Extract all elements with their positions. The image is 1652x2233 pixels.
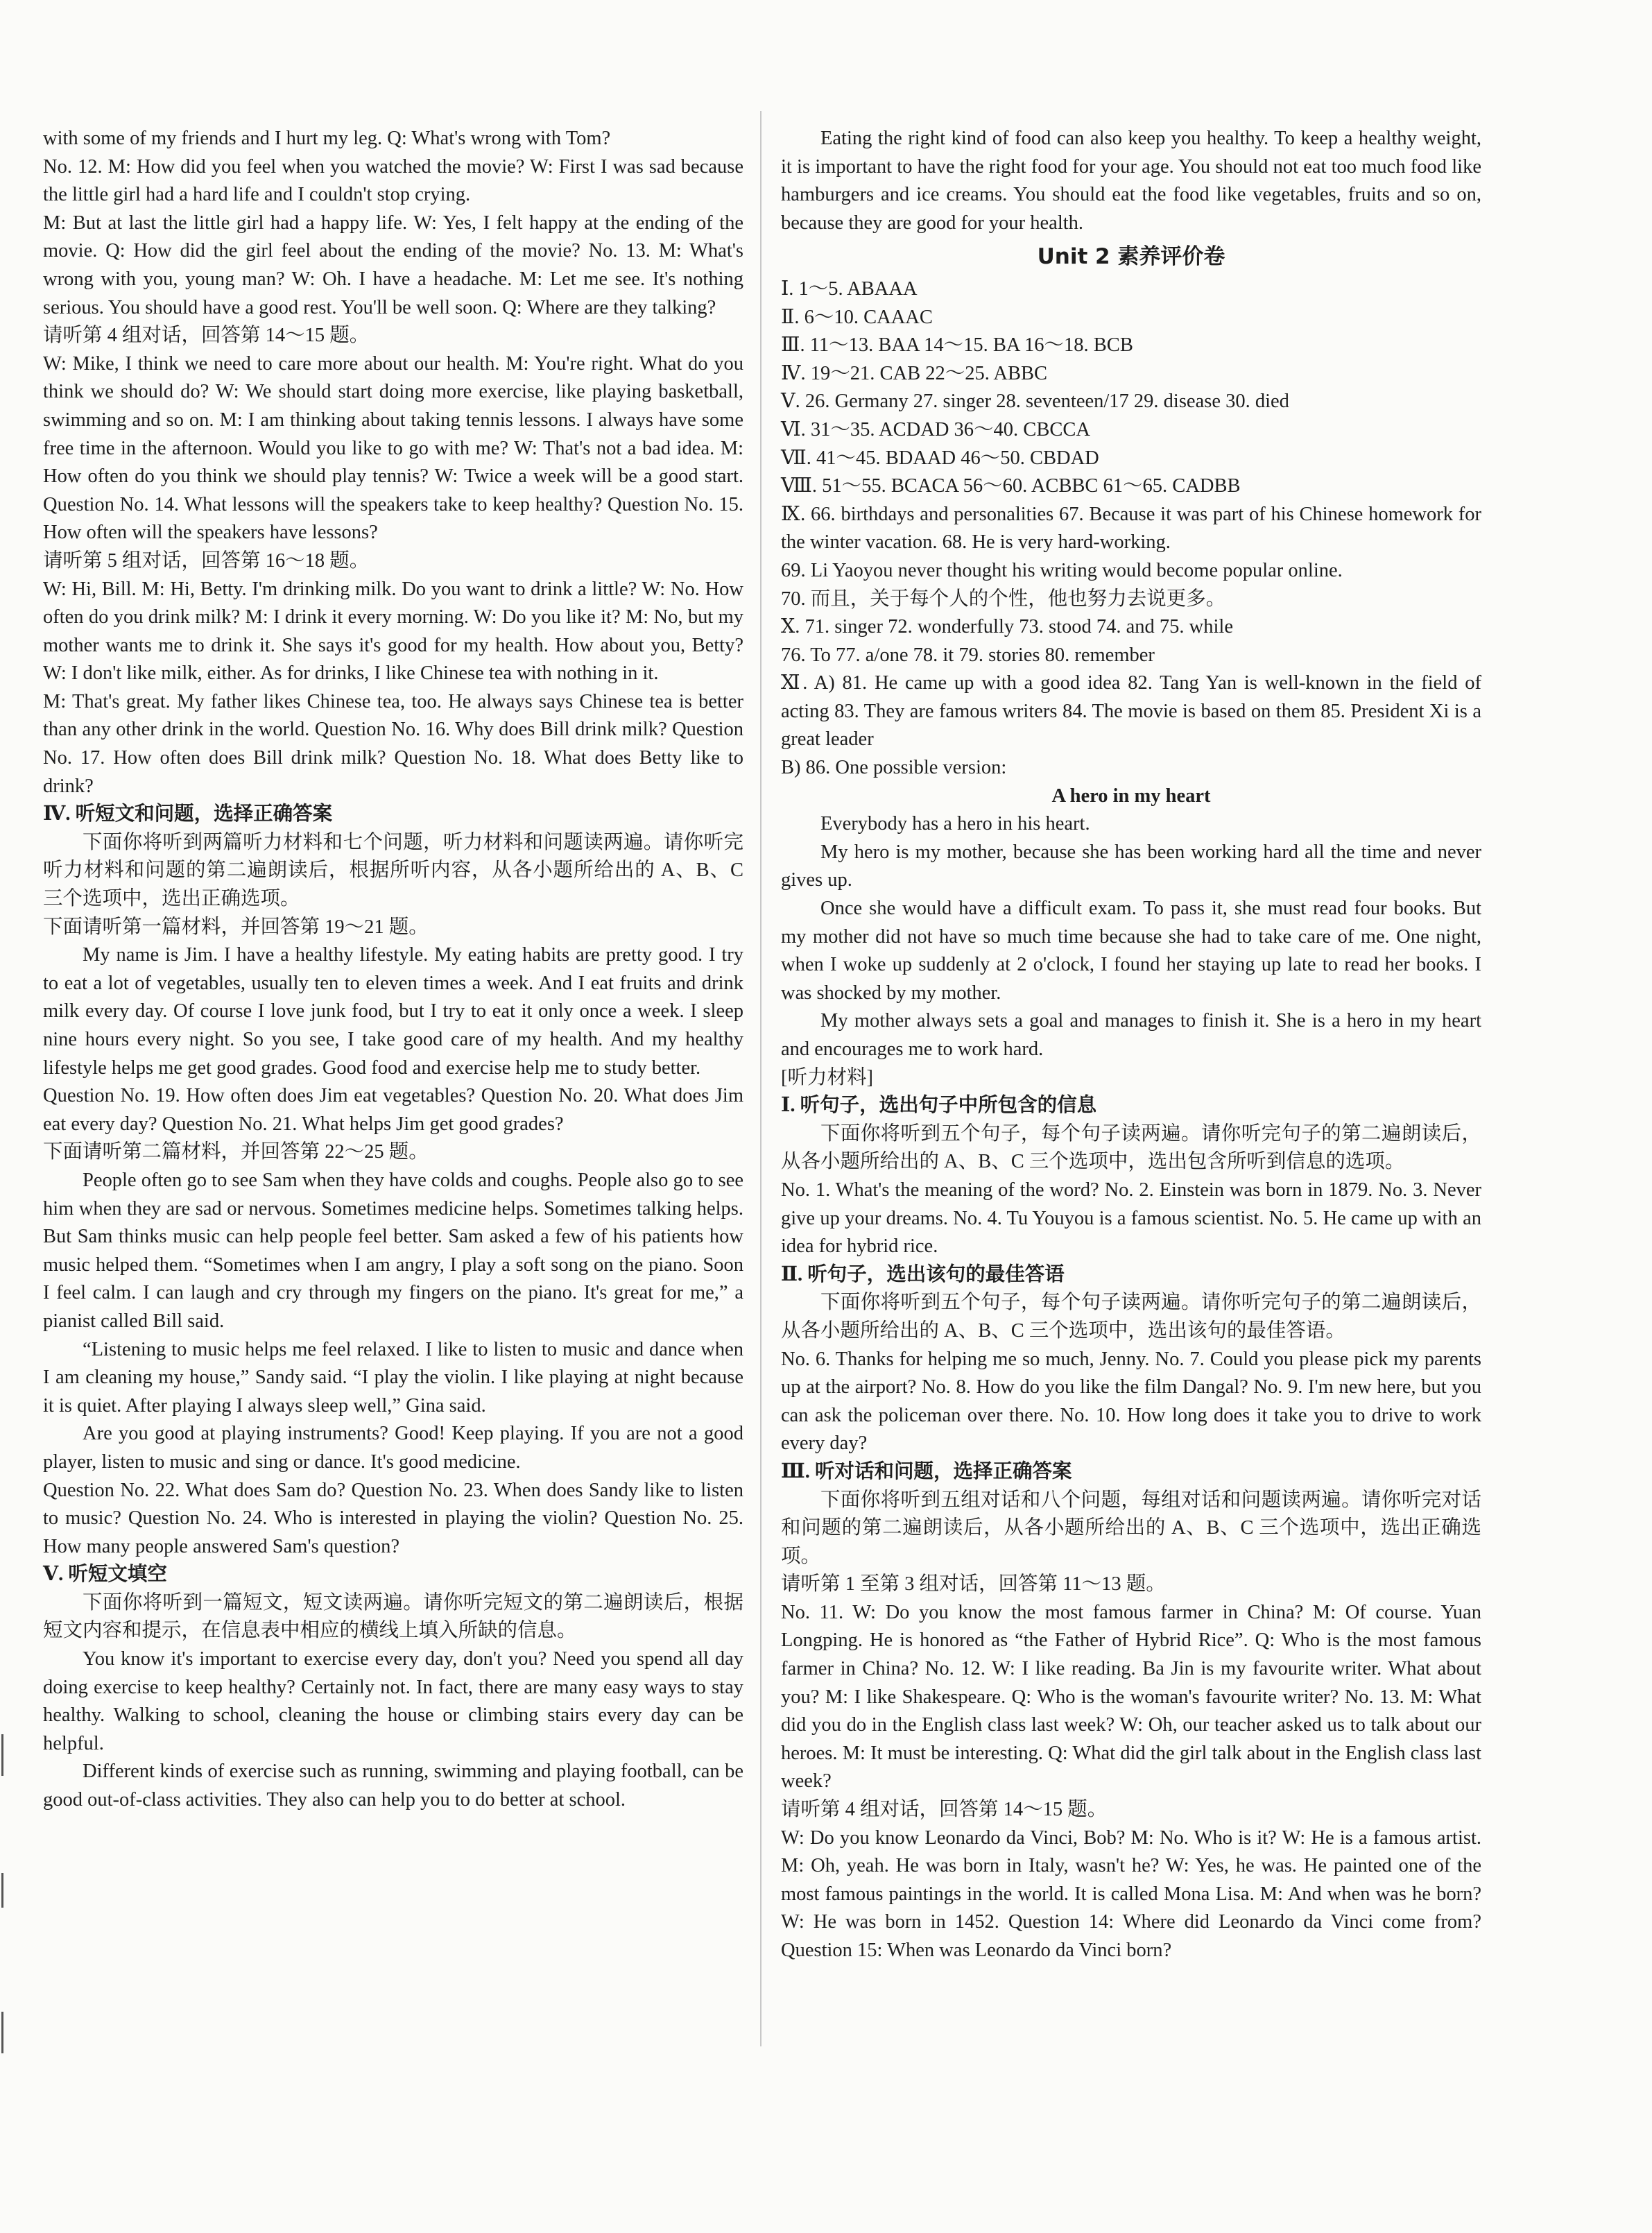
- section-heading: Ⅴ. 听短文填空: [43, 1564, 167, 1586]
- paragraph: No. 6. Thanks for helping me so much, Jenny. No. 7. Could you please pick my parents up at the airport? No. 8. How do you like the film Dangal? No. 9. I'm new here, but you can ask the policeman over there. No. 10. How long does it take you to drive to work every day?: [781, 1348, 1481, 1455]
- paragraph: M: That's great. My father likes Chinese tea, too. He always says Chinese tea is better than any other drink in the world. Question No. 16. Why does Bill drink milk? Question No. 17. How often does Bill drink milk? Question No. 18. What does Betty like to drink?: [43, 690, 743, 797]
- section-heading: Ⅲ. 听对话和问题，选择正确答案: [781, 1460, 1072, 1482]
- paragraph: 请听第 4 组对话，回答第 14～15 题。: [781, 1799, 1108, 1821]
- paragraph: Ⅶ. 41～45. BDAAD 46～50. CBDAD: [781, 447, 1099, 469]
- paragraph: “Listening to music helps me feel relaxed. I like to listen to music and dance when I am cleaning my house,” Sandy said. “I play the violin. I like playing at night because it is quiet. After playing I always sleep well,” Gina said.: [43, 1338, 743, 1417]
- paragraph: My hero is my mother, because she has been working hard all the time and never gives up.: [781, 841, 1481, 891]
- paragraph: 请听第 4 组对话，回答第 14～15 题。: [43, 325, 370, 347]
- paragraph: Ⅲ. 11～13. BAA 14～15. BA 16～18. BCB: [781, 334, 1133, 357]
- column-divider: [760, 111, 762, 2046]
- paragraph: My mother always sets a goal and manages to finish it. She is a hero in my heart and encourages me to work hard.: [781, 1010, 1481, 1060]
- paragraph: 下面你将听到一篇短文，短文读两遍。请你听完短文的第二遍朗读后，根据短文内容和提示，在信息表中相应的横线上填入所缺的信息。: [43, 1591, 743, 1642]
- section-heading: Ⅰ. 听句子，选出句子中所包含的信息: [781, 1095, 1097, 1117]
- paragraph: W: Do you know Leonardo da Vinci, Bob? M: No. Who is it? W: He is a famous artist. M: Oh, yeah. He was born in Italy, wasn't he? W: Yes, he was. He painted one of the most famous paintings in the world. It is called Mona Lisa. M: And when was he born? W: He was born in 1452. Question 14: Where did Leonardo da Vinci come from? Question 15: When was Leonardo da Vinci born?: [781, 1826, 1481, 1961]
- paragraph: 下面你将听到五组对话和八个问题，每组对话和问题读两遍。请你听完对话和问题的第二遍朗读后，从各小题所给出的 A、B、C 三个选项中，选出正确选项。: [781, 1489, 1481, 1567]
- scan-edge-mark: [1, 1873, 3, 1908]
- paragraph: Ⅵ. 31～35. ACDAD 36～40. CBCCA: [781, 418, 1090, 440]
- paragraph: Once she would have a difficult exam. To pass it, she must read four books. But my mother did not have so much time because she had to take care of me. One night, when I woke up suddenly at 2 o'clock, I found her staying up late to read her books. I was shocked by my mother.: [781, 898, 1481, 1004]
- paragraph: Everybody has a hero in his heart.: [820, 813, 1090, 835]
- paragraph: People often go to see Sam when they have colds and coughs. People also go to see him when they are sad or nervous. Sometimes medicine helps. Sometimes talking helps. But Sam thinks music can help people feel better. Sam asked a few of his patients how music helped them. “Sometimes when I am angry, I play a soft song on the piano. Soon I feel calm. I can laugh and cry through my fingers on the piano. It's great for me,” a pianist called Bill said.: [43, 1169, 743, 1332]
- paragraph: Ⅳ. 19～21. CAB 22～25. ABBC: [781, 362, 1047, 384]
- paragraph: W: Mike, I think we need to care more about our health. M: You're right. What do you think we should do? W: We should start doing more exercise, like playing basketball, swimming and so on. M: I am thinking about taking tennis lessons. I always have some free time in the afternoon. Would you like to go with me? W: That's not a bad idea. M: How often do you think we should play tennis? W: Twice a week will be a good start. Question No. 14. What lessons will the speakers take to keep healthy? Question No. 15. How often will the speakers have lessons?: [43, 352, 743, 544]
- paragraph: 下面你将听到两篇听力材料和七个问题，听力材料和问题读两遍。请你听完听力材料和问题的第二遍朗读后，根据所听内容，从各小题所给出的 A、B、C 三个选项中，选出正确选项。: [43, 831, 743, 910]
- paragraph: My name is Jim. I have a healthy lifestyle. My eating habits are pretty good. I try to eat a lot of vegetables, usually ten to eleven times a week. And I eat fruits and drink milk every day. Of course I love junk food, but I try to eat it only once a week. I sleep nine hours every night. So you see, I take good care of my health. And my healthy lifestyle helps me get good grades. Good food and exercise help me to study better.: [43, 944, 743, 1079]
- paragraph: No. 11. W: Do you know the most famous farmer in China? M: Of course. Yuan Longping. He is honored as “the Father of Hybrid Rice”. Q: Who is the most famous farmer in China? No. 12. W: I like reading. Ba Jin is my favourite writer. What about you? M: I like Shakespeare. Q: Who is the woman's favourite writer? No. 13. M: What did you do in the English class last week? W: Oh, our teacher asked us to talk about our heroes. M: It must be interesting. Q: What did the girl talk about in the English class last week?: [781, 1601, 1481, 1793]
- paragraph: Different kinds of exercise such as running, swimming and playing football, can be good out-of-class activities. They also can help you to do better at school.: [43, 1761, 743, 1811]
- paragraph: M: But at last the little girl had a happy life. W: Yes, I felt happy at the ending of the movie. Q: How did the girl feel about the ending of the movie? No. 13. M: What's wrong with you, young man? W: Oh. I have a headache. M: Let me see. It's nothing serious. You should have a good rest. You'll be well soon. Q: Where are they talking?: [43, 212, 743, 318]
- paragraph: 70. 而且，关于每个人的个性，他也努力去说更多。: [781, 588, 1226, 610]
- paragraph: B) 86. One possible version:: [781, 757, 1007, 779]
- paragraph: Ⅷ. 51～55. BCACA 56～60. ACBBC 61～65. CADBB: [781, 475, 1241, 497]
- scan-edge-mark: [1, 1734, 3, 1776]
- paragraph: Ⅺ. A) 81. He came up with a good idea 82. Tang Yan is well-known in the field of acting 83. They are famous writers 84. The movie is based on them 85. President Xi is a great leader: [781, 672, 1481, 751]
- paragraph: Ⅴ. 26. Germany 27. singer 28. seventeen/17 29. disease 30. died: [781, 391, 1289, 413]
- paragraph: Eating the right kind of food can also keep you healthy. To keep a healthy weight, it is important to have the right food for your age. You should not eat too much food like hamburgers and ice creams. You should eat the food like vegetables, fruits and so on, because they are good for your health.: [781, 128, 1481, 234]
- section-tag: [听力材料]: [781, 1066, 873, 1088]
- paragraph: 69. Li Yaoyou never thought his writing would become popular online.: [781, 559, 1343, 581]
- left-column: [43, 125, 743, 1815]
- paragraph: No. 12. M: How did you feel when you watched the movie? W: First I was sad because the little girl had a hard life and I couldn't stop crying.: [43, 155, 743, 206]
- paragraph: Question No. 19. How often does Jim eat vegetables? Question No. 20. What does Jim eat every day? Question No. 21. What helps Jim get good grades?: [43, 1085, 743, 1135]
- paragraph: 下面请听第二篇材料，并回答第 22～25 题。: [43, 1141, 429, 1163]
- paragraph: 下面请听第一篇材料，并回答第 19～21 题。: [43, 916, 429, 938]
- right-column: [781, 125, 1481, 1965]
- scan-edge-mark: [1, 2012, 3, 2053]
- paragraph: Are you good at playing instruments? Good! Keep playing. If you are not a good player, listen to music and sing or dance. It's good medicine.: [43, 1423, 743, 1473]
- paragraph: No. 1. What's the meaning of the word? No. 2. Einstein was born in 1879. No. 3. Never give up your dreams. No. 4. Tu Youyou is a famous scientist. No. 5. He came up with an idea for hybrid rice.: [781, 1179, 1481, 1258]
- section-heading: Ⅳ. 听短文和问题，选择正确答案: [43, 803, 333, 825]
- unit-title: Unit 2 素养评价卷: [1037, 244, 1225, 270]
- section-heading: Ⅱ. 听句子，选出该句的最佳答语: [781, 1263, 1065, 1285]
- paragraph: Question No. 22. What does Sam do? Question No. 23. When does Sandy like to listen to music? Question No. 24. Who is interested in playing the violin? Question No. 25. How many people answered Sam's question?: [43, 1479, 743, 1557]
- paragraph: Ⅹ. 71. singer 72. wonderfully 73. stood 74. and 75. while: [781, 616, 1233, 638]
- paragraph: Ⅱ. 6～10. CAAAC: [781, 306, 933, 328]
- paragraph: 请听第 5 组对话，回答第 16～18 题。: [43, 549, 370, 572]
- paragraph: You know it's important to exercise every day, don't you? Need you spend all day doing exercise to keep healthy? Certainly not. In fact, there are many easy ways to stay healthy. Walking to school, cleaning the house or climbing stairs every day can be helpful.: [43, 1648, 743, 1754]
- paragraph: with some of my friends and I hurt my leg. Q: What's wrong with Tom?: [43, 128, 611, 149]
- paragraph: 请听第 1 至第 3 组对话，回答第 11～13 题。: [781, 1573, 1166, 1595]
- paragraph: Ⅰ. 1～5. ABAAA: [781, 277, 918, 300]
- paragraph: Ⅸ. 66. birthdays and personalities 67. Because it was part of his Chinese homework for the winter vacation. 68. He is very hard-working.: [781, 503, 1481, 554]
- paragraph: 下面你将听到五个句子，每个句子读两遍。请你听完句子的第二遍朗读后，从各小题所给出的 A、B、C 三个选项中，选出包含所听到信息的选项。: [781, 1122, 1481, 1173]
- paragraph: 76. To 77. a/one 78. it 79. stories 80. remember: [781, 644, 1155, 666]
- essay-title: A hero in my heart: [1051, 785, 1211, 807]
- paragraph: W: Hi, Bill. M: Hi, Betty. I'm drinking milk. Do you want to drink a little? W: No. How often do you drink milk? M: I drink it every morning. W: Do you like it? M: No, but my mother wants me to drink it. She says it's good for my health. How about you, Betty? W: I don't like milk, either. As for drinks, I like Chinese tea with nothing in it.: [43, 578, 743, 685]
- paragraph: 下面你将听到五个句子，每个句子读两遍。请你听完句子的第二遍朗读后，从各小题所给出的 A、B、C 三个选项中，选出该句的最佳答语。: [781, 1292, 1481, 1342]
